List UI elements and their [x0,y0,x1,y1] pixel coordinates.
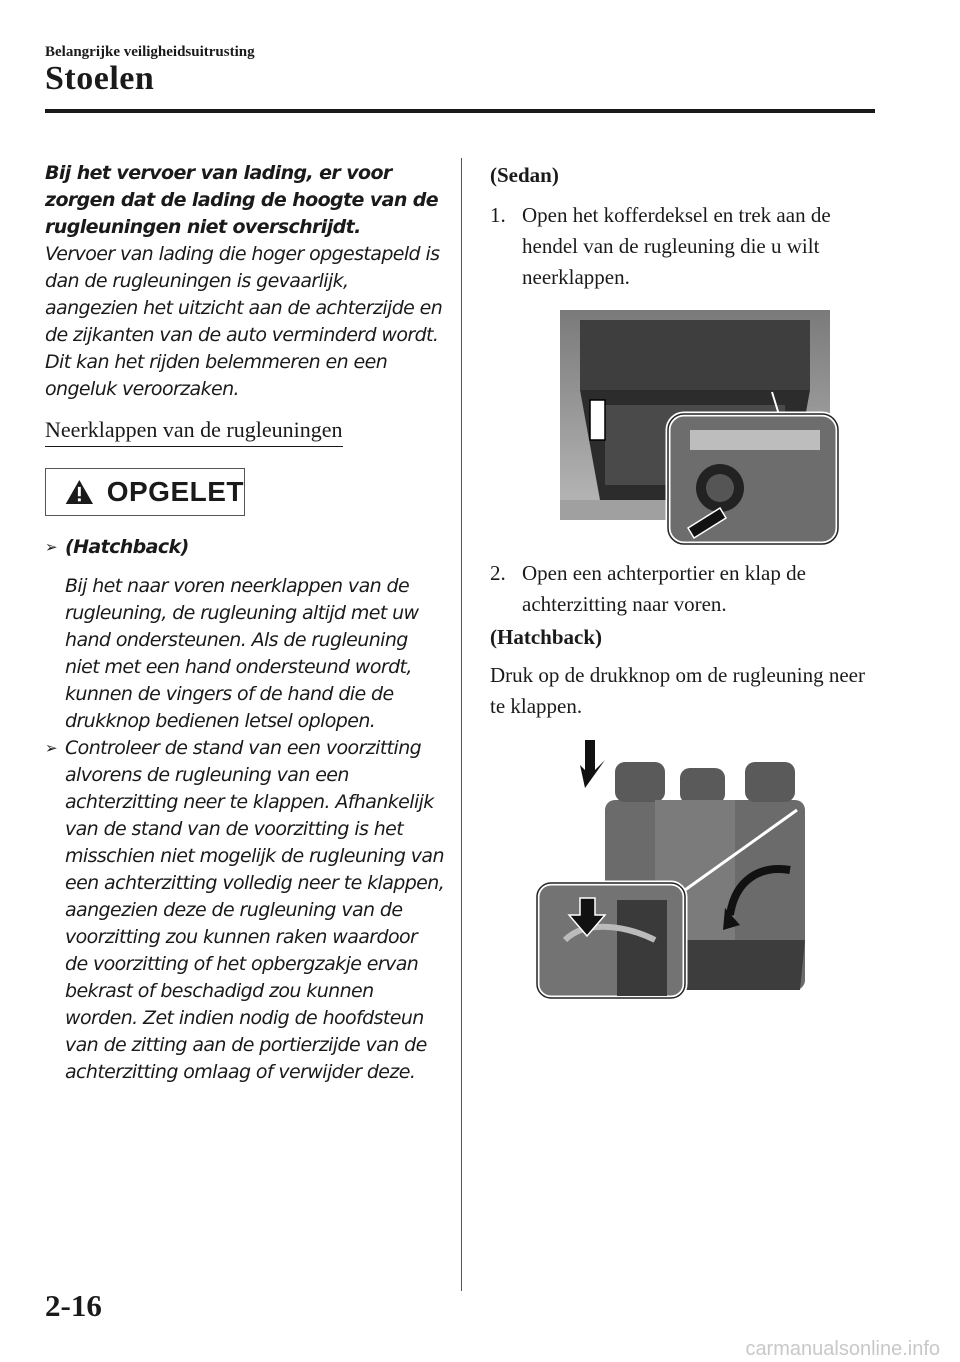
arrow-bullet-icon: ➢ [45,538,57,556]
bullet-title: (Hatchback) [65,536,189,558]
bullet-item [45,534,445,561]
hatchback-text: Druk op de drukknop om de rugleuning neer te klappen. [490,663,865,718]
step-text: Open een achterportier en klap de achterzitting naar voren. [522,561,806,616]
bullet-body: Bij het naar voren neerklappen van de rugleuning, de rugleuning altijd met uw hand ondersteunen. Als de rugleuning niet met een hand ondersteund wordt, kunnen de vingers of de hand die de drukknop bedienen letsel oplopen. [65,575,419,732]
step-number: 2. [490,561,506,585]
page-title: Stoelen [45,60,155,97]
step-item [490,200,870,293]
trunk-lever-illustration [560,310,850,550]
lead-warning: Bij het vervoer van lading, er voor zorgen dat de lading de hoogte van de rugleuningen niet overschrijdt. [45,162,439,238]
lead-warning-body: Vervoer van lading die hoger opgestapeld is dan de rugleuningen is gevaarlijk, aangezien het uitzicht aan de achterzijde en de zijkanten van de auto verminderd wordt. Dit kan het rijden belemmeren en een ongeluk veroorzaken. [45,243,443,400]
bullet-item [45,735,445,1086]
sedan-heading: (Sedan) [490,163,559,187]
caution-label: OPGELET [106,476,244,507]
section-label: Belangrijke veiligheidsuitrusting [45,44,255,60]
caution-box [45,468,245,516]
hatchback-heading: (Hatchback) [490,625,602,649]
step-item [490,558,870,620]
page-number: 2-16 [45,1288,102,1323]
rear-seat-button-illustration [535,740,835,1005]
step-text: Open het kofferdeksel en trek aan de hendel van de rugleuning die u wilt neerklappen. [522,203,831,289]
watermark: carmanualsonline.info [745,1338,940,1360]
column-divider [461,158,462,1291]
subheading: Neerklappen van de rugleuningen [45,417,343,447]
title-rule [45,109,875,113]
bullet-body: Controleer de stand van een voorzitting alvorens de rugleuning van een achterzitting neer te klappen. Afhankelijk van de stand van de voorzitting is het misschien niet mogelijk de rugleuning van een achterzitting volledig neer te klappen, aangezien deze de rugleuning van de voorzitting zou kunnen raken waardoor de voorzitting of het opbergzakje ervan bekrast of beschadigd zou kunnen worden. Zet indien nodig de hoofdsteun van de zitting aan de portierzijde van de achterzitting omlaag of verwijder deze. [65,737,445,1083]
arrow-bullet-icon: ➢ [45,739,57,757]
step-number: 1. [490,203,506,227]
warning-triangle-icon [64,476,95,508]
